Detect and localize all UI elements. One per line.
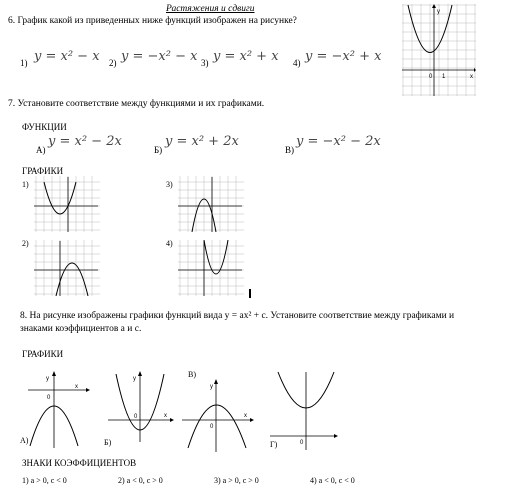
q7-function-b-letter: Б) <box>154 145 163 155</box>
sign-option-4: 4) a < 0, c < 0 <box>310 476 355 485</box>
svg-text:x: x <box>244 413 247 419</box>
q6-option-3-formula: y = x² + x <box>213 49 279 64</box>
q8-graph-g <box>270 370 342 450</box>
q7-graph-3-label: 3) <box>166 180 173 189</box>
section-title: Растяжения и сдвиги <box>166 4 255 14</box>
svg-text:x: x <box>164 413 167 419</box>
q7-graph-4 <box>178 240 244 296</box>
svg-text:x: x <box>75 384 78 390</box>
question-8-text-line2: знаками коэффициентов a и c. <box>20 324 142 334</box>
sign-option-2: 2) a < 0, c > 0 <box>118 476 163 485</box>
q8-graph-v <box>182 378 256 452</box>
q7-function-a-letter: А) <box>36 145 46 155</box>
text-cursor <box>249 289 251 298</box>
svg-text:0: 0 <box>210 424 214 430</box>
q6-option-1-formula: y = x² − x <box>34 49 100 64</box>
question-6-text: 6. График какой из приведенных ниже функций изображен на рисунке? <box>8 16 297 26</box>
question-8-text-line1: 8. На рисунке изображены графики функций вида y = ax² + c. Установите соответствие между графиками и <box>20 311 455 321</box>
y-axis-label: y <box>437 9 440 15</box>
q7-graph-2 <box>34 240 100 296</box>
sign-option-1: 1) a > 0, c < 0 <box>22 476 67 485</box>
unit-label: 1 <box>442 74 446 80</box>
q8-graph-a-label: А) <box>20 436 29 445</box>
svg-text:y: y <box>46 376 49 382</box>
q6-graph <box>402 4 476 96</box>
functions-heading: ФУНКЦИИ <box>22 122 67 132</box>
q7-function-v-letter: В) <box>285 145 294 155</box>
q7-function-a-formula: y = x² − 2x <box>48 134 122 149</box>
svg-text:0: 0 <box>300 440 304 446</box>
q6-option-3-number: 3) <box>201 58 209 68</box>
signs-heading: ЗНАКИ КОЭФФИЦИЕНТОВ <box>22 458 137 468</box>
q8-graph-b <box>108 370 176 442</box>
q6-option-2-formula: y = −x² − x <box>121 49 198 64</box>
origin-label: 0 <box>429 74 433 80</box>
q7-graph-1 <box>34 176 100 232</box>
svg-text:y: y <box>210 384 213 390</box>
q7-function-b-formula: y = x² + 2x <box>165 134 239 149</box>
question-7-text: 7. Установите соответствие между функциями и их графиками. <box>8 99 265 109</box>
parabola-curve <box>188 405 246 448</box>
q8-graphs-heading: ГРАФИКИ <box>22 349 64 359</box>
q8-graph-g-label: Г) <box>270 440 278 449</box>
svg-text:0: 0 <box>134 414 138 420</box>
q7-graph-4-label: 4) <box>166 239 173 248</box>
q6-option-2-number: 2) <box>109 58 117 68</box>
svg-text:0: 0 <box>47 395 51 401</box>
q6-option-4-formula: y = −x² + x <box>305 49 382 64</box>
q8-graph-b-label: Б) <box>104 438 112 447</box>
q7-function-v-formula: y = −x² − 2x <box>296 134 381 149</box>
q8-graph-a <box>28 370 92 448</box>
x-axis-label: x <box>470 74 473 80</box>
q6-option-4-number: 4) <box>293 58 301 68</box>
graphs-heading: ГРАФИКИ <box>22 166 64 176</box>
q7-graph-2-label: 2) <box>22 239 29 248</box>
q7-graph-3 <box>178 176 244 232</box>
q6-option-1-number: 1) <box>20 58 28 68</box>
q7-graph-1-label: 1) <box>22 180 29 189</box>
parabola-curve <box>56 263 88 296</box>
sign-option-3: 3) a > 0, c > 0 <box>214 476 259 485</box>
svg-text:y: y <box>133 376 136 382</box>
parabola-curve <box>204 240 228 274</box>
q8-graph-v-label: В) <box>188 370 196 379</box>
